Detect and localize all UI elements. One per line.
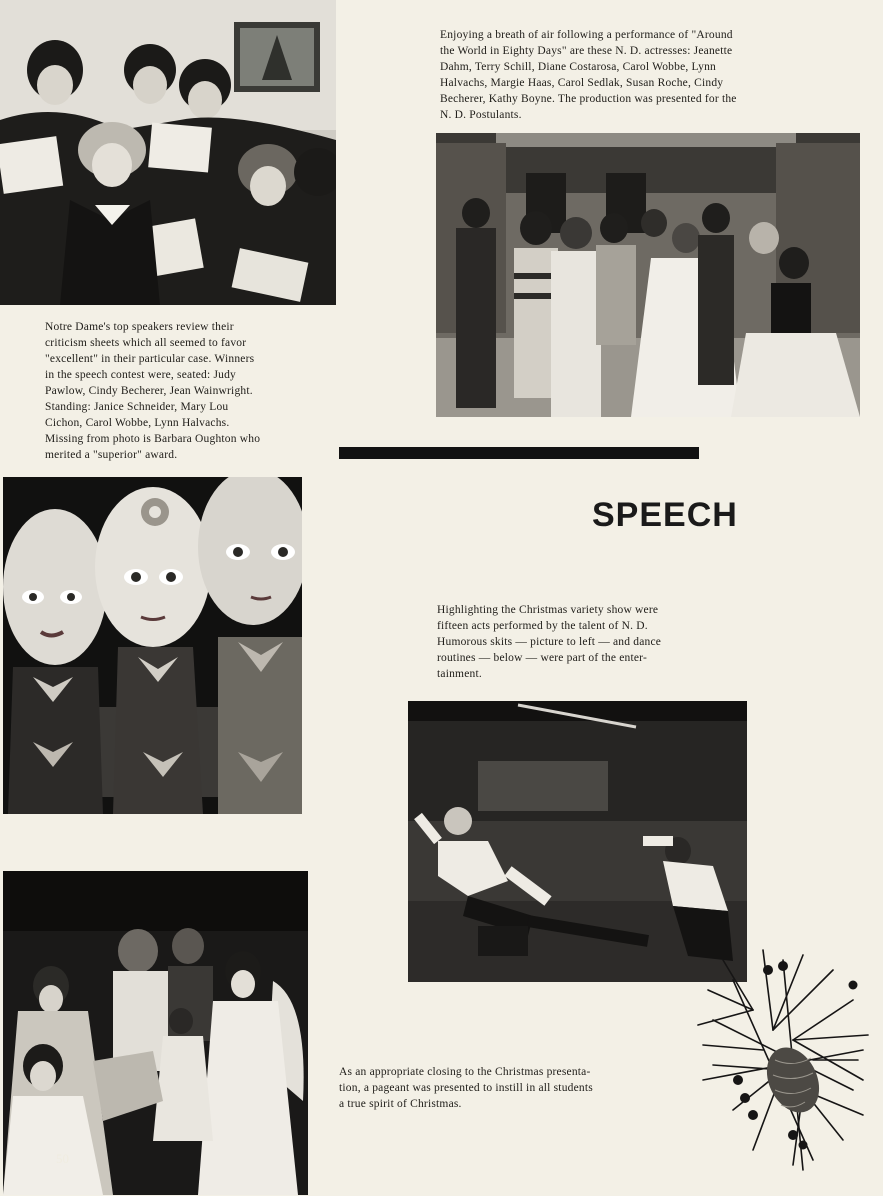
actresses-photo (436, 133, 860, 417)
speakers-caption-line: Missing from photo is Barbara Oughton who (45, 433, 261, 445)
speakers-caption-line: Pawlow, Cindy Becherer, Jean Wainwright. (45, 385, 253, 397)
variety-show-caption-line: Highlighting the Christmas variety show were (437, 604, 659, 616)
actresses-caption-line: Enjoying a breath of air following a performance of "Around (440, 29, 733, 41)
variety-show-caption (437, 602, 718, 682)
actresses-caption-line: Becherer, Kathy Boyne. The production was presented for the (440, 93, 737, 105)
variety-show-caption-line: Humorous skits — picture to left — and dance (437, 636, 662, 648)
speakers-caption-line: Standing: Janice Schneider, Mary Lou (45, 401, 229, 413)
pageant-photo (3, 871, 308, 1195)
pageant-caption-line: tion, a pageant was presented to instill in all students (339, 1082, 593, 1094)
pageant-caption-line: As an appropriate closing to the Christmas presenta- (339, 1066, 591, 1078)
actresses-caption-line: N. D. Postulants. (440, 109, 522, 121)
actresses-caption-line: Halvachs, Margie Haas, Carol Sedlak, Susan Roche, Cindy (440, 77, 724, 89)
speakers-caption-line: "excellent" in their particular case. Winners (45, 353, 255, 365)
skit-masks-photo (3, 477, 302, 814)
variety-show-caption-line: fifteen acts performed by the talent of N. D. (437, 620, 648, 632)
actresses-caption-line: the World in Eighty Days" are these N. D. actresses: Jeanette (440, 45, 733, 57)
speakers-caption (45, 319, 296, 463)
variety-show-caption-line: tainment. (437, 668, 482, 680)
pageant-caption-line: a true spirit of Christmas. (339, 1098, 462, 1110)
speakers-photo (0, 0, 336, 305)
pageant-caption (339, 1064, 655, 1112)
variety-show-caption-line: routines — below — were part of the enter- (437, 652, 647, 664)
speakers-caption-line: Notre Dame's top speakers review their (45, 321, 234, 333)
page-number: 50 (56, 1151, 69, 1166)
actresses-caption (440, 27, 804, 123)
section-title: SPEECH (592, 496, 738, 534)
section-rule (339, 447, 699, 459)
speakers-caption-line: Cichon, Carol Wobbe, Lynn Halvachs. (45, 417, 230, 429)
actresses-caption-line: Dahm, Terry Schill, Diane Costarosa, Carol Wobbe, Lynn (440, 61, 716, 73)
speakers-caption-line: merited a "superior" award. (45, 449, 178, 461)
speakers-caption-line: criticism sheets which all seemed to favor (45, 337, 247, 349)
speakers-caption-line: in the speech contest were, seated: Judy (45, 369, 236, 381)
pine-bough-decoration (693, 940, 873, 1175)
